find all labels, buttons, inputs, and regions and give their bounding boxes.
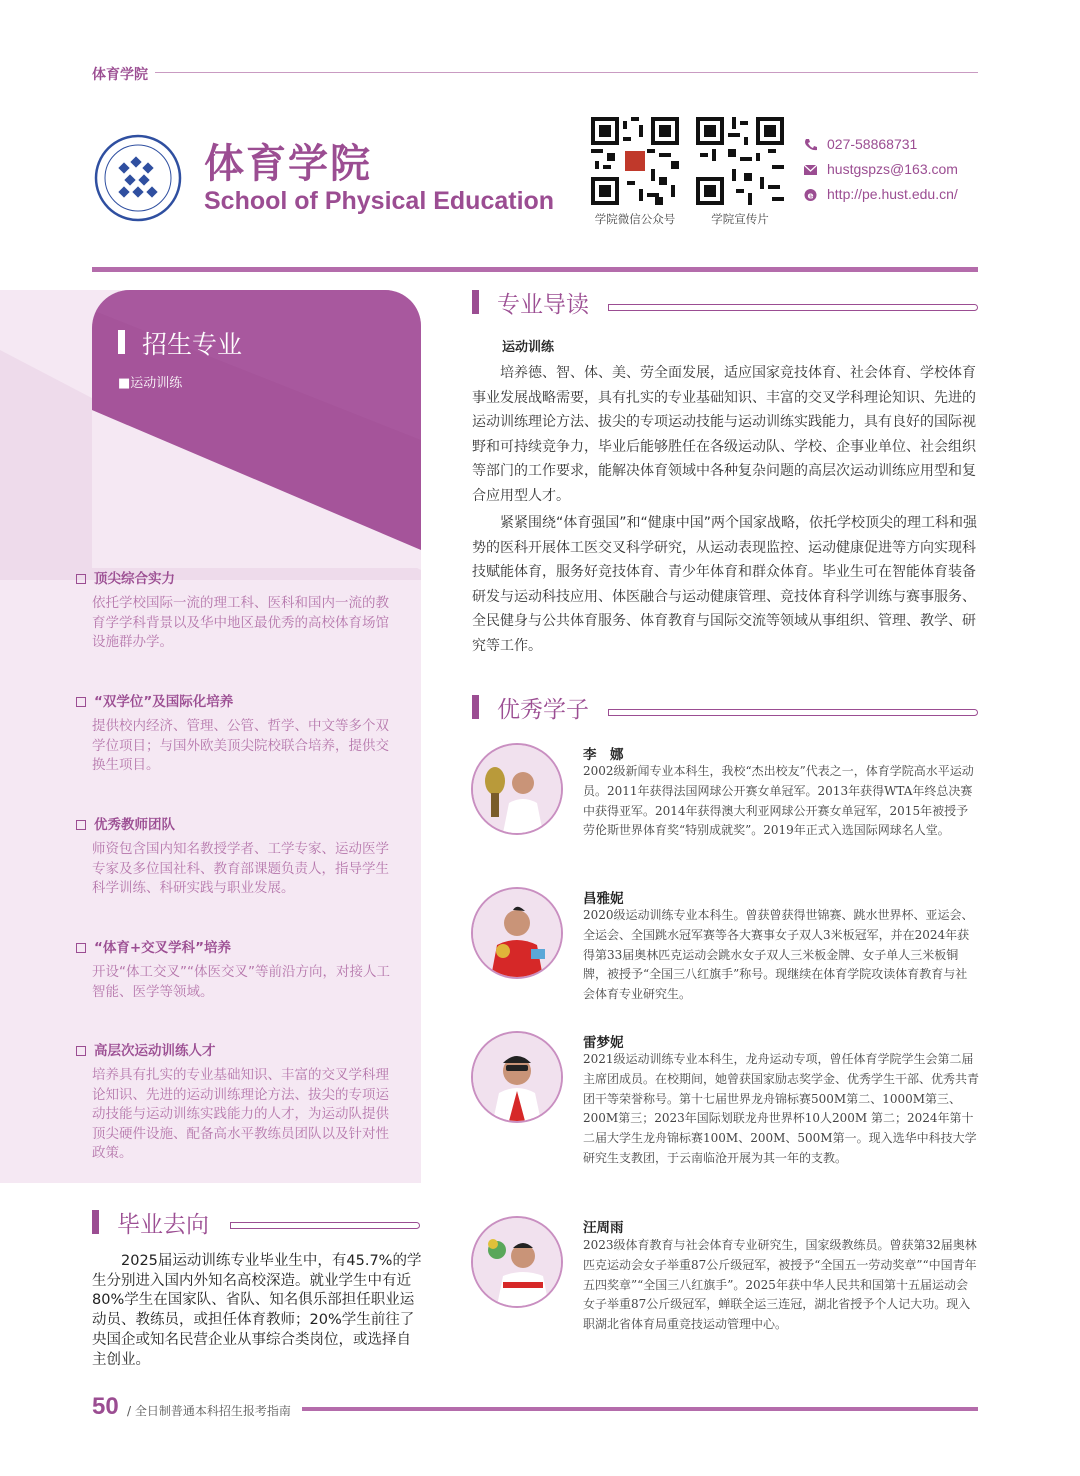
title-bar [92, 1210, 99, 1234]
student-bio: 2020级运动训练专业本科生。曾获曾获得世锦赛、跳水世界杯、亚运会、全运会、全国跳水冠军赛等各大赛事女子双人3米板冠军，并在2024年获得第33届奥林匹克运动会跳水女子双人三米板金牌、女子单人三米板铜牌，被授予“全国三八红旗手”称号。现继续在体育学院攻读体育教育与社会体育专业研究生。 [583, 908, 974, 1002]
divider [155, 72, 978, 73]
avatar [471, 1031, 563, 1123]
feature-body: 提供校内经济、管理、公管、哲学、中文等多个双学位项目；与国外欧美顶尖院校联合培养，提供交换生项目。 [92, 718, 389, 774]
intro-paragraph: 培养德、智、体、美、劳全面发展，适应国家竞技体育、社会体育、学校体育事业发展战略需要，具有扎实的专业基础知识、丰富的交叉学科理论知识、先进的运动训练理论方法、拔尖的专项运动技能与运动训练实践能力，具有良好的国际视野和可持续竞争力，毕业后能够胜任在各级运动队、学校、企事业单位、社会组织等部门的工作要求，能解决体育领域中各种复杂问题的高层次运动训练应用型和复合应用型人才。 [472, 365, 976, 504]
contact-phone [803, 136, 917, 152]
avatar [471, 743, 563, 835]
contact-text: hustgspzs@163.com [827, 161, 958, 177]
student-name: 汪周雨 [583, 1220, 624, 1236]
mail-icon [803, 163, 819, 177]
intro-subtitle: 运动训练 [502, 340, 555, 355]
contact-text[interactable]: http://pe.hust.edu.cn/ [827, 186, 958, 202]
checkbox-icon [76, 943, 86, 953]
feature-title: 高层次运动训练人才 [76, 1039, 216, 1059]
student-name: 昌雅妮 [583, 891, 624, 907]
qr-caption: 学院宣传片 [711, 212, 769, 226]
students-title: 优秀学子 [497, 697, 589, 723]
svg-text:e: e [807, 191, 814, 202]
title-rule [608, 709, 978, 716]
school-title-cn: 体育学院 [204, 141, 372, 187]
graduation-body: 2025届运动训练专业毕业生中，有45.7%的学生分别进入国内外知名高校深造。就业学生中有近80%学生在国家队、省队、知名俱乐部担任职业运动员、教练员，或担任体育教师；20%学生前往了央国企或知名民营企业从事综合类岗位，或选择自主创业。 [92, 1253, 422, 1368]
feature-title: 顶尖综合实力 [76, 567, 175, 587]
title-rule [230, 1222, 420, 1229]
footer-text: / 全日制普通本科招生报考指南 [127, 1404, 291, 1418]
page-number: 50 [92, 1393, 119, 1420]
contact-email [803, 161, 958, 177]
contact-web [803, 186, 958, 202]
footer-divider [302, 1407, 978, 1411]
major-title: 招生专业 [142, 330, 243, 359]
web-icon [803, 188, 819, 202]
intro-paragraph: 紧紧围绕“体育强国”和“健康中国”两个国家战略，依托学校顶尖的理工科和强势的医科开展体工医交叉科学研究，从运动表现监控、运动健康促进等方向实现科技赋能体育，服务好竞技体育、青少年体育和群众体育。毕业生可在智能体育装备研发与运动科技应用、体医融合与运动健康管理、竞技体育科学训练与赛事服务、全民健身与公共体育服务、体育教育与国际交流等领域从事组织、管理、教学、研究等工作。 [472, 515, 978, 654]
title-bar [472, 695, 479, 719]
header-divider [92, 267, 978, 272]
feature-title: “体育+交叉学科”培养 [76, 936, 231, 956]
title-rule [608, 304, 978, 311]
student-name: 雷梦妮 [583, 1035, 624, 1051]
student-bio: 2002级新闻专业本科生，我校“杰出校友”代表之一，体育学院高水平运动员。2011年获得法国网球公开赛女单冠军。2013年获得WTA年终总决赛中获得亚军。2014年获得澳大利亚网球公开赛女单冠军，2015年被授予劳伦斯世界体育奖“特别成就奖”。2019年正式入选国际网球名人堂。 [583, 764, 974, 838]
feature-title: 优秀教师团队 [76, 813, 175, 833]
section-label: 体育学院 [92, 67, 148, 83]
school-title-en: School of Physical Education [204, 187, 555, 215]
avatar [471, 887, 563, 979]
feature-title: “双学位”及国际化培养 [76, 690, 233, 710]
avatar [471, 1216, 563, 1308]
major-item: ■运动训练 [118, 376, 183, 391]
student-name: 李 娜 [583, 747, 624, 763]
feature-body: 培养具有扎实的专业基础知识、丰富的交叉学科理论知识、先进的运动训练理论方法、拔尖的专项运动技能与运动训练实践能力的人才，为运动队提供顶尖硬件设施、配备高水平教练员团队以及针对性政策。 [92, 1067, 389, 1162]
feature-body: 开设“体工交叉”“体医交叉”等前沿方向，对接人工智能、医学等领域。 [92, 964, 390, 1000]
phone-icon [803, 138, 819, 152]
graduation-title: 毕业去向 [117, 1212, 209, 1238]
title-bar [118, 330, 125, 354]
intro-title: 专业导读 [497, 292, 589, 318]
qr-caption: 学院微信公众号 [594, 212, 676, 226]
checkbox-icon [76, 820, 86, 830]
student-bio: 2023级体育教育与社会体育专业研究生，国家级教练员。曾获第32届奥林匹克运动会女子举重87公斤级冠军，被授予“全国五一劳动奖章”“中国青年五四奖章”“全国三八红旗手”。2025年获中华人民共和国第十五届运动会女子举重87公斤级冠军，蝉联全运三连冠，湖北省授予个人记大功。现入职湖北省体育局重竞技运动管理中心。 [583, 1238, 977, 1332]
feature-body: 依托学校国际一流的理工科、医科和国内一流的教育学学科背景以及华中地区最优秀的高校体育场馆设施群办学。 [92, 595, 389, 651]
qr-code-wechat [591, 117, 679, 209]
checkbox-icon [76, 1046, 86, 1056]
contact-text: 027-58868731 [827, 136, 918, 152]
feature-body: 师资包含国内知名教授学者、工学专家、运动医学专家及多位国社科、教育部课题负责人，指导学生科学训练、科研实践与职业发展。 [92, 841, 389, 897]
title-bar [472, 290, 479, 314]
checkbox-icon [76, 574, 86, 584]
school-logo [94, 134, 182, 222]
qr-code-video [696, 117, 784, 209]
student-bio: 2021级运动训练专业本科生，龙舟运动专项，曾任体育学院学生会第二届主席团成员。在校期间，她曾获国家励志奖学金、优秀学生干部、优秀共青团干等荣誉称号。第十七届世界龙舟锦标赛500M第二、1000M第三、200M第三；2023年国际划联龙舟世界杯10人200M 第二；2024年第十二届大学生龙舟锦标赛100M、200M、500M第一。现入选华中科技大学研究生支教团，于云南临沧开展为其一年的支教。 [583, 1052, 980, 1165]
checkbox-icon [76, 697, 86, 707]
